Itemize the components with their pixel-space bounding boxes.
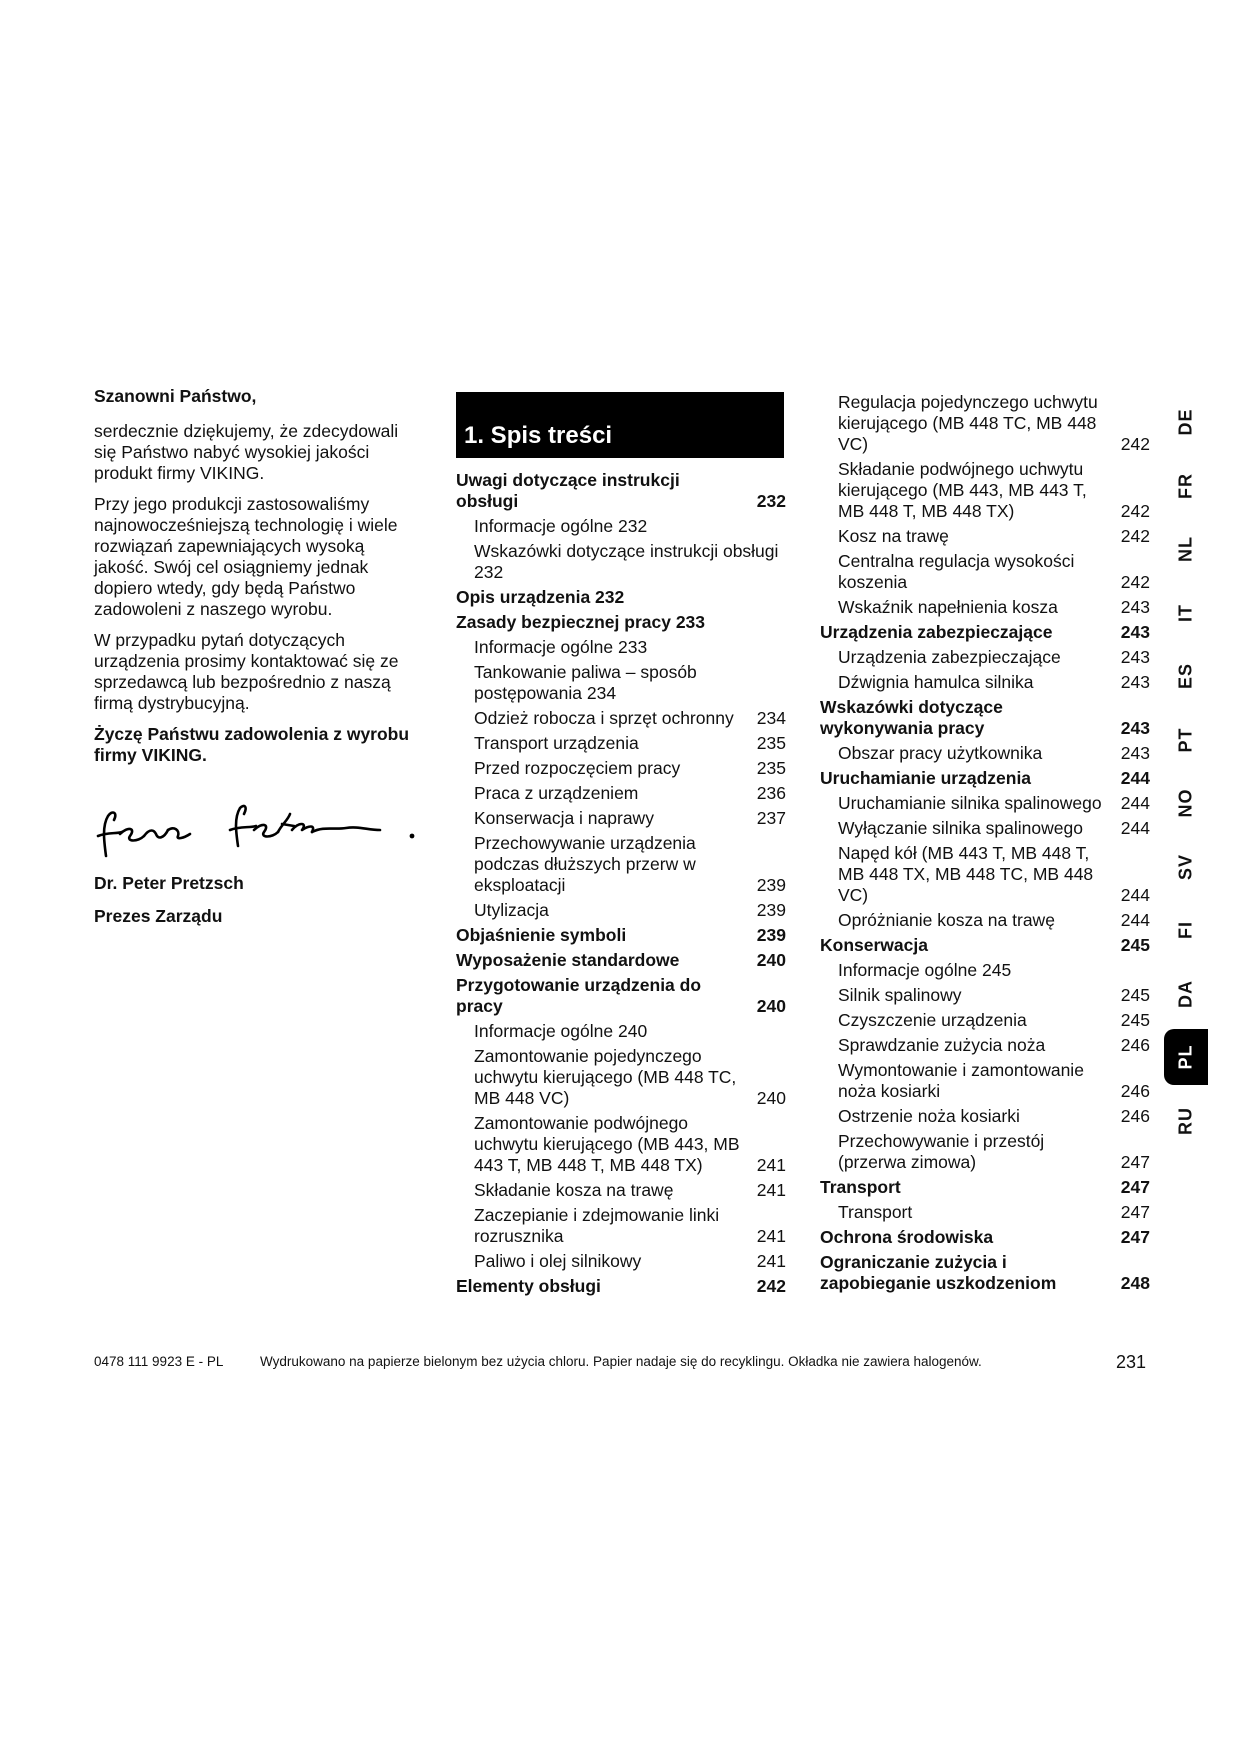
toc-section-entry[interactable]	[456, 808, 786, 829]
toc-entry-page: 242	[1120, 526, 1150, 546]
toc-entry-page: 247	[1120, 1202, 1150, 1222]
toc-entry-page: 241	[756, 1180, 786, 1200]
toc-entry-page: 236	[756, 783, 786, 803]
toc-entry-page: 245	[1120, 1010, 1150, 1030]
toc-chapter-entry[interactable]	[820, 622, 1150, 643]
language-tab-label: NL	[1175, 536, 1196, 562]
toc-entry-title: Przygotowanie urządzenia do pracy	[456, 975, 702, 1016]
toc-entry-title: Ochrona środowiska	[820, 1227, 994, 1247]
toc-entry-page: 242	[756, 1276, 786, 1296]
toc-entry-title: Wymontowanie i zamontowanie noża kosiarki	[838, 1060, 1084, 1101]
toc-entry-page: 242	[1120, 572, 1150, 592]
toc-chapter-entry[interactable]	[820, 935, 1150, 956]
toc-section-entry[interactable]	[456, 1021, 786, 1042]
toc-entry-title: Dźwignia hamulca silnika	[838, 672, 1034, 692]
toc-section-entry[interactable]	[820, 551, 1150, 593]
print-note: Wydrukowano na papierze bielonym bez użycia chloru. Papier nadaje się do recyklingu. Okładka nie zawiera halogenów.	[260, 1354, 982, 1369]
signer-title: Prezes Zarządu	[94, 906, 223, 926]
toc-column-1	[456, 470, 786, 1301]
toc-entry-page: 241	[756, 1155, 786, 1175]
toc-entry-page: 244	[1120, 885, 1150, 905]
letter-wish: Życzę Państwu zadowolenia z wyrobu firmy VIKING.	[94, 724, 410, 765]
toc-entry-title: Składanie kosza na trawę	[474, 1180, 674, 1200]
toc-section-entry[interactable]	[456, 758, 786, 779]
language-tab-label: NO	[1175, 788, 1196, 818]
toc-entry-page: 240	[756, 1088, 786, 1108]
toc-entry-title: Zamontowanie pojedynczego uchwytu kierującego (MB 448 TC, MB 448 VC)	[474, 1046, 737, 1108]
toc-entry-title: Praca z urządzeniem	[474, 783, 639, 803]
toc-chapter-entry[interactable]	[456, 587, 786, 608]
language-tab-label: FI	[1175, 921, 1196, 939]
language-tab-fr[interactable]	[1164, 458, 1208, 514]
toc-entry-title: Wyłączanie silnika spalinowego	[838, 818, 1083, 838]
language-tab-de[interactable]	[1164, 394, 1208, 450]
language-tab-pl[interactable]	[1164, 1029, 1208, 1085]
toc-section-entry[interactable]	[820, 1010, 1150, 1031]
toc-section-entry[interactable]	[820, 392, 1150, 455]
toc-entry-title: Przed rozpoczęciem pracy	[474, 758, 681, 778]
toc-entry-title: Czyszczenie urządzenia	[838, 1010, 1027, 1030]
toc-entry-title: Opróżnianie kosza na trawę	[838, 910, 1055, 930]
toc-chapter-entry[interactable]	[456, 1276, 786, 1297]
language-tab-label: DA	[1175, 979, 1196, 1008]
toc-entry-page: 243	[1120, 743, 1150, 763]
toc-section-entry[interactable]	[820, 985, 1150, 1006]
toc-section-entry[interactable]	[820, 1060, 1150, 1102]
toc-entry-title: Uwagi dotyczące instrukcji obsługi	[456, 470, 680, 511]
toc-entry-title: Przechowywanie urządzenia podczas dłuższych przerw w eksploatacji	[474, 833, 696, 895]
toc-entry-title: Wyposażenie standardowe	[456, 950, 680, 970]
toc-entry-title: Opis urządzenia 232	[456, 587, 625, 607]
toc-entry-page: 243	[1120, 647, 1150, 667]
toc-entry-page: 244	[1120, 910, 1150, 930]
toc-entry-title: Uruchamianie silnika spalinowego	[838, 793, 1102, 813]
toc-entry-title: Ostrzenie noża kosiarki	[838, 1106, 1020, 1126]
toc-section-entry[interactable]	[456, 1205, 786, 1247]
language-tab-label: RU	[1175, 1106, 1196, 1135]
toc-entry-page: 243	[1120, 597, 1150, 617]
toc-entry-title: Uruchamianie urządzenia	[820, 768, 1032, 788]
toc-entry-title: Centralna regulacja wysokości koszenia	[838, 551, 1075, 592]
toc-entry-title: Silnik spalinowy	[838, 985, 962, 1005]
toc-entry-page: 245	[1120, 935, 1150, 955]
letter-paragraph: Przy jego produkcji zastosowaliśmy najnowocześniejszą technologię i wiele rozwiązań zapewniających wysoką jakość. Swój cel osiągniemy jednak dopiero wtedy, gdy będą Państwo zadowoleni z naszego wyrobu.	[94, 494, 398, 619]
toc-entry-page: 239	[756, 925, 786, 945]
toc-chapter-entry[interactable]	[456, 612, 786, 633]
toc-entry-title: Kosz na trawę	[838, 526, 949, 546]
toc-entry-page: 242	[1120, 501, 1150, 521]
welcome-letter	[94, 386, 420, 776]
toc-entry-title: Ograniczanie zużycia i zapobieganie uszkodzeniom	[820, 1252, 1057, 1293]
toc-section-entry[interactable]	[820, 459, 1150, 522]
toc-entry-page: 243	[1120, 672, 1150, 692]
toc-entry-title: Elementy obsługi	[456, 1276, 601, 1296]
toc-entry-page: 240	[756, 950, 786, 970]
language-tab-it[interactable]	[1164, 585, 1208, 641]
toc-title: 1. Spis treści	[464, 422, 613, 449]
toc-section-entry[interactable]	[456, 900, 786, 921]
toc-section-entry[interactable]	[456, 662, 786, 704]
toc-section-entry[interactable]	[820, 597, 1150, 618]
toc-column-2	[820, 392, 1150, 1298]
toc-section-entry[interactable]	[456, 541, 786, 583]
toc-section-entry[interactable]	[820, 1106, 1150, 1127]
toc-section-entry[interactable]	[456, 1251, 786, 1272]
toc-entry-title: Transport urządzenia	[474, 733, 639, 753]
toc-chapter-entry[interactable]	[820, 1227, 1150, 1248]
toc-section-entry[interactable]	[820, 647, 1150, 668]
toc-entry-title: Wskazówki dotyczące instrukcji obsługi 232	[474, 541, 779, 582]
toc-entry-title: Napęd kół (MB 443 T, MB 448 T, MB 448 TX, MB 448 TC, MB 448 VC)	[838, 843, 1094, 905]
toc-entry-page: 247	[1120, 1227, 1150, 1247]
toc-entry-page: 246	[1120, 1106, 1150, 1126]
toc-entry-page: 247	[1120, 1177, 1150, 1197]
language-tab-label: IT	[1175, 603, 1196, 622]
language-tab-label: FR	[1175, 472, 1196, 499]
language-tab-label: PL	[1175, 1044, 1196, 1070]
language-tab-nl[interactable]	[1164, 521, 1208, 577]
toc-section-entry[interactable]	[820, 1202, 1150, 1223]
toc-section-entry[interactable]	[820, 960, 1150, 981]
signer-name: Dr. Peter Pretzsch	[94, 873, 244, 893]
toc-entry-title: Objaśnienie symboli	[456, 925, 627, 945]
toc-chapter-entry[interactable]	[820, 697, 1150, 739]
toc-entry-title: Informacje ogólne 232	[474, 516, 648, 536]
toc-entry-title: Informacje ogólne 233	[474, 637, 648, 657]
toc-entry-page: 246	[1120, 1035, 1150, 1055]
toc-section-entry[interactable]	[820, 1035, 1150, 1056]
toc-entry-page: 240	[756, 996, 786, 1016]
toc-entry-page: 234	[756, 708, 786, 728]
toc-entry-title: Tankowanie paliwa – sposób postępowania 234	[474, 662, 697, 703]
toc-entry-title: Urządzenia zabezpieczające	[820, 622, 1053, 642]
toc-entry-page: 243	[1120, 622, 1150, 642]
toc-entry-title: Konserwacja	[820, 935, 928, 955]
language-tabs	[1164, 394, 1208, 1154]
toc-chapter-entry[interactable]	[456, 925, 786, 946]
toc-entry-page: 235	[756, 733, 786, 753]
toc-entry-title: Transport	[820, 1177, 901, 1197]
toc-entry-page: 247	[1120, 1152, 1150, 1172]
toc-entry-title: Regulacja pojedynczego uchwytu kierującego (MB 448 TC, MB 448 VC)	[838, 392, 1098, 454]
language-tab-ru[interactable]	[1164, 1093, 1208, 1149]
language-tab-label: SV	[1175, 853, 1196, 880]
language-tab-sv[interactable]	[1164, 839, 1208, 895]
toc-entry-title: Odzież robocza i sprzęt ochronny	[474, 708, 734, 728]
toc-section-entry[interactable]	[820, 818, 1150, 839]
toc-title-banner	[456, 392, 784, 458]
toc-chapter-entry[interactable]	[456, 950, 786, 971]
document-code: 0478 111 9923 E - PL	[94, 1354, 224, 1369]
toc-chapter-entry[interactable]	[820, 1252, 1150, 1294]
toc-section-entry[interactable]	[456, 833, 786, 896]
toc-section-entry[interactable]	[820, 793, 1150, 814]
toc-chapter-entry[interactable]	[456, 470, 786, 512]
handwritten-signature	[94, 796, 424, 876]
toc-entry-title: Informacje ogólne 240	[474, 1021, 648, 1041]
toc-section-entry[interactable]	[456, 1046, 786, 1109]
toc-section-entry[interactable]	[820, 843, 1150, 906]
toc-entry-title: Zamontowanie podwójnego uchwytu kierującego (MB 443, MB 443 T, MB 448 T, MB 448 TX)	[474, 1113, 740, 1175]
toc-section-entry[interactable]	[456, 733, 786, 754]
toc-entry-page: 241	[756, 1251, 786, 1271]
toc-section-entry[interactable]	[456, 637, 786, 658]
toc-entry-page: 244	[1120, 818, 1150, 838]
toc-section-entry[interactable]	[820, 672, 1150, 693]
toc-entry-title: Transport	[838, 1202, 913, 1222]
toc-entry-title: Składanie podwójnego uchwytu kierującego (MB 443, MB 443 T, MB 448 T, MB 448 TX)	[838, 459, 1087, 521]
toc-section-entry[interactable]	[456, 1180, 786, 1201]
toc-entry-page: 244	[1120, 793, 1150, 813]
toc-entry-title: Utylizacja	[474, 900, 549, 920]
toc-entry-page: 244	[1120, 768, 1150, 788]
toc-entry-title: Informacje ogólne 245	[838, 960, 1012, 980]
language-tab-no[interactable]	[1164, 775, 1208, 831]
letter-greeting: Szanowni Państwo,	[94, 386, 257, 406]
language-tab-da[interactable]	[1164, 966, 1208, 1022]
toc-entry-title: Zaczepianie i zdejmowanie linki rozrusznika	[474, 1205, 720, 1246]
toc-entry-title: Konserwacja i naprawy	[474, 808, 654, 828]
letter-paragraph: serdecznie dziękujemy, że zdecydowali się Państwo nabyć wysokiej jakości produkt firmy VIKING.	[94, 421, 399, 483]
letter-paragraph: W przypadku pytań dotyczących urządzenia prosimy kontaktować się ze sprzedawcą lub bezpośrednio z naszą firmą dystrybucyjną.	[94, 630, 399, 713]
toc-entry-page: 242	[1120, 434, 1150, 454]
toc-entry-title: Przechowywanie i przestój (przerwa zimowa)	[838, 1131, 1045, 1172]
toc-entry-title: Zasady bezpiecznej pracy 233	[456, 612, 706, 632]
toc-section-entry[interactable]	[456, 708, 786, 729]
toc-entry-page: 235	[756, 758, 786, 778]
toc-chapter-entry[interactable]	[820, 768, 1150, 789]
toc-section-entry[interactable]	[456, 783, 786, 804]
toc-entry-title: Obszar pracy użytkownika	[838, 743, 1043, 763]
toc-section-entry[interactable]	[456, 1113, 786, 1176]
toc-chapter-entry[interactable]	[820, 1177, 1150, 1198]
toc-entry-title: Wskazówki dotyczące wykonywania pracy	[820, 697, 1003, 738]
language-tab-fi[interactable]	[1164, 902, 1208, 958]
language-tab-es[interactable]	[1164, 648, 1208, 704]
toc-entry-page: 237	[756, 808, 786, 828]
toc-section-entry[interactable]	[820, 743, 1150, 764]
toc-entry-page: 241	[756, 1226, 786, 1246]
toc-section-entry[interactable]	[456, 516, 786, 537]
toc-entry-page: 245	[1120, 985, 1150, 1005]
toc-entry-page: 248	[1120, 1273, 1150, 1293]
toc-entry-page: 239	[756, 875, 786, 895]
page-number: 231	[1116, 1352, 1147, 1372]
toc-entry-title: Urządzenia zabezpieczające	[838, 647, 1061, 667]
language-tab-label: PT	[1175, 726, 1196, 753]
toc-entry-title: Paliwo i olej silnikowy	[474, 1251, 642, 1271]
toc-entry-page: 239	[756, 900, 786, 920]
toc-chapter-entry[interactable]	[456, 975, 786, 1017]
language-tab-pt[interactable]	[1164, 712, 1208, 768]
toc-section-entry[interactable]	[820, 526, 1150, 547]
language-tab-label: DE	[1175, 408, 1196, 436]
toc-entry-title: Wskaźnik napełnienia kosza	[838, 597, 1058, 617]
toc-entry-page: 246	[1120, 1081, 1150, 1101]
toc-entry-page: 243	[1120, 718, 1150, 738]
language-tab-label: ES	[1175, 662, 1196, 690]
toc-section-entry[interactable]	[820, 910, 1150, 931]
toc-entry-page: 232	[756, 491, 786, 511]
toc-entry-title: Sprawdzanie zużycia noża	[838, 1035, 1046, 1055]
toc-section-entry[interactable]	[820, 1131, 1150, 1173]
